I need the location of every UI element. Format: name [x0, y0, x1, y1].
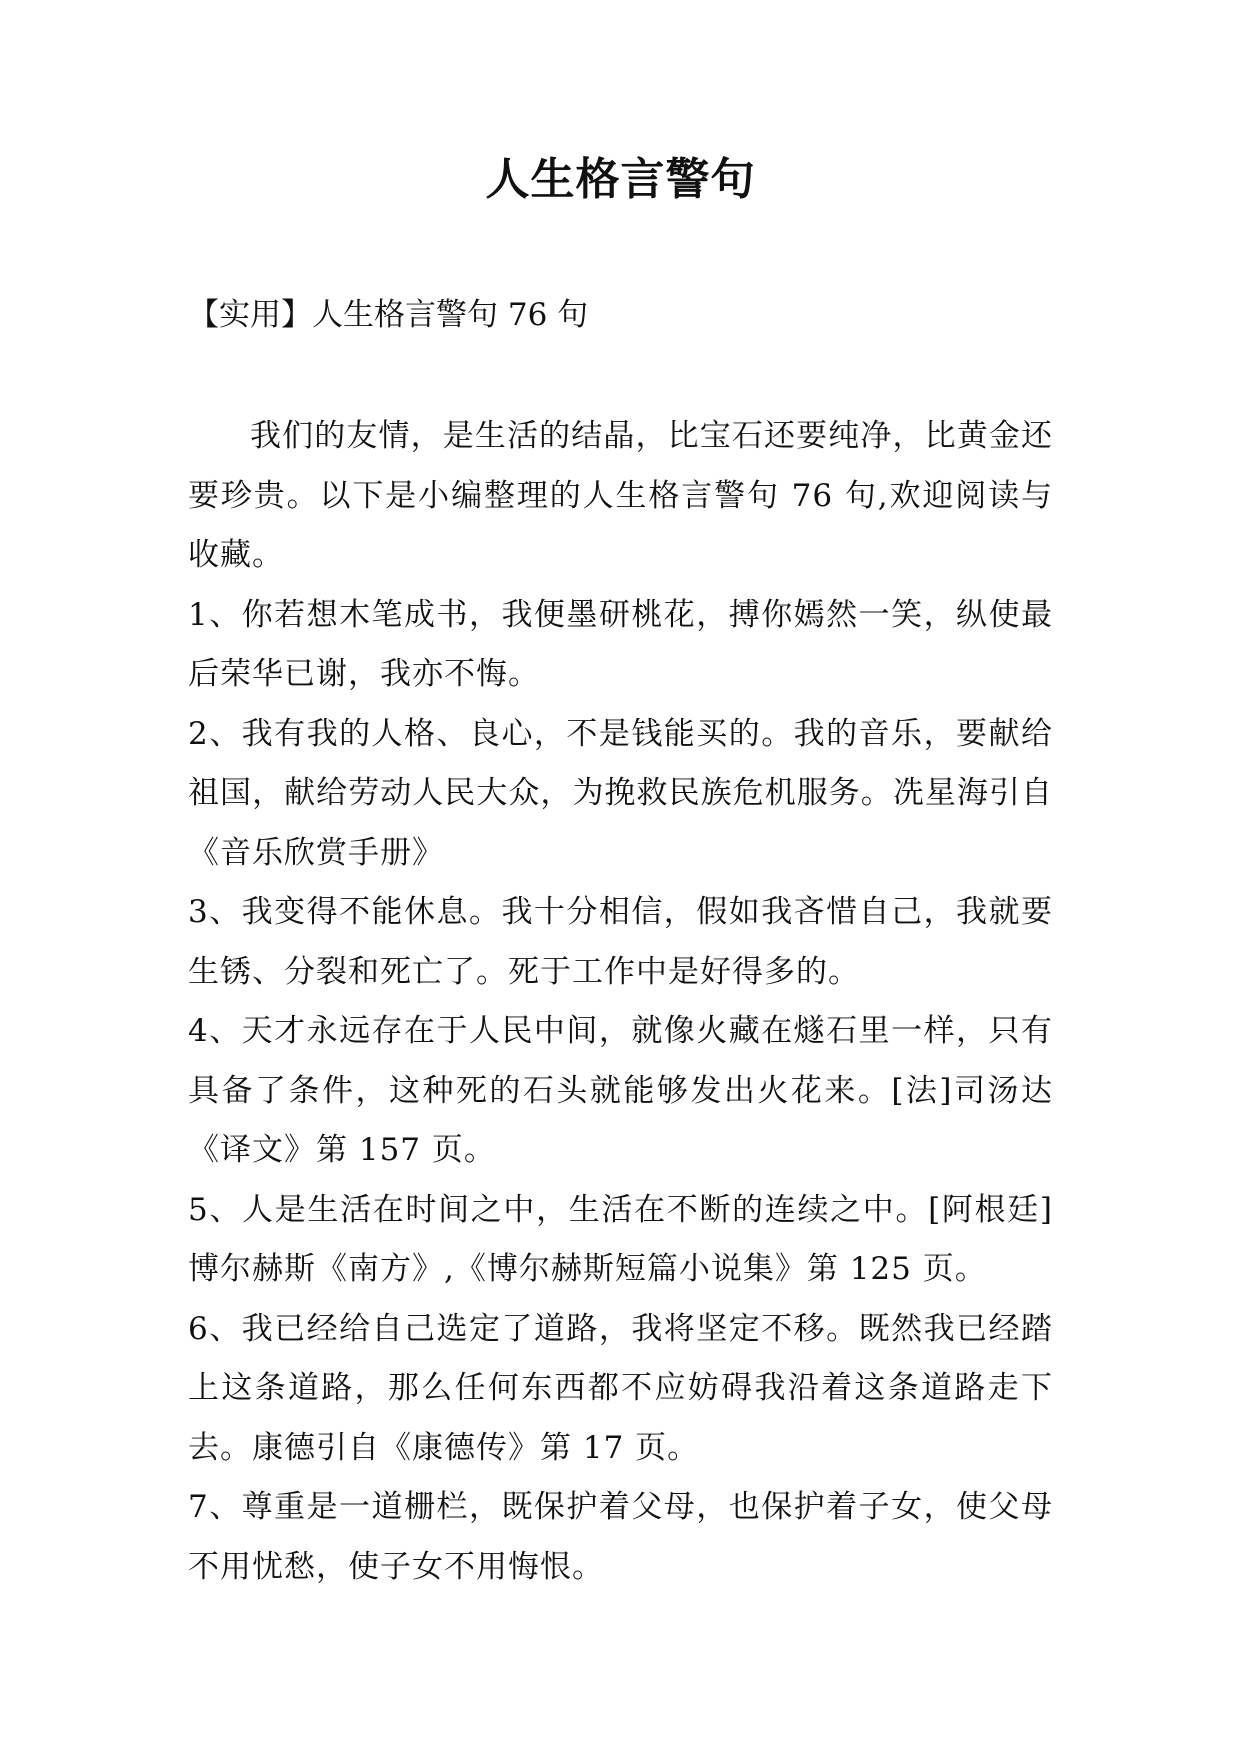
- quote-paragraph-2: 2、我有我的人格、良心，不是钱能买的。我的音乐，要献给祖国，献给劳动人民大众，为挽救民族危机服务。冼星海引自《音乐欣赏手册》: [188, 715, 1053, 871]
- quote-paragraph-3: 3、我变得不能休息。我十分相信，假如我吝惜自己，我就要生锈、分裂和死亡了。死于工作中是好得多的。: [188, 894, 1053, 990]
- page-title: 人生格言警句: [485, 154, 756, 205]
- quote-paragraph-7: 7、尊重是一道栅栏，既保护着父母，也保护着子女，使父母不用忧愁，使子女不用悔恨。: [188, 1489, 1053, 1585]
- document-subtitle: 【实用】人生格言警句 76 句: [188, 297, 589, 333]
- document-body: [188, 407, 1053, 1597]
- quote-paragraph-6: 6、我已经给自己选定了道路，我将坚定不移。既然我已经踏上这条道路，那么任何东西都不应妨碍我沿着这条道路走下去。康德引自《康德传》第 17 页。: [188, 1310, 1053, 1466]
- quote-paragraph-4: 4、天才永远存在于人民中间，就像火藏在燧石里一样，只有具备了条件，这种死的石头就能够发出火花来。[法]司汤达《译文》第 157 页。: [188, 1013, 1053, 1168]
- intro-paragraph: 我们的友情，是生活的结晶，比宝石还要纯净，比黄金还要珍贵。以下是小编整理的人生格言警句 76 句,欢迎阅读与收藏。: [188, 418, 1053, 573]
- quote-paragraph-5: 5、人是生活在时间之中，生活在不断的连续之中。[阿根廷]博尔赫斯《南方》,《博尔赫斯短篇小说集》第 125 页。: [188, 1191, 1053, 1287]
- quote-paragraph-1: 1、你若想木笔成书，我便墨研桃花，搏你嫣然一笑，纵使最后荣华已谢，我亦不悔。: [188, 596, 1053, 692]
